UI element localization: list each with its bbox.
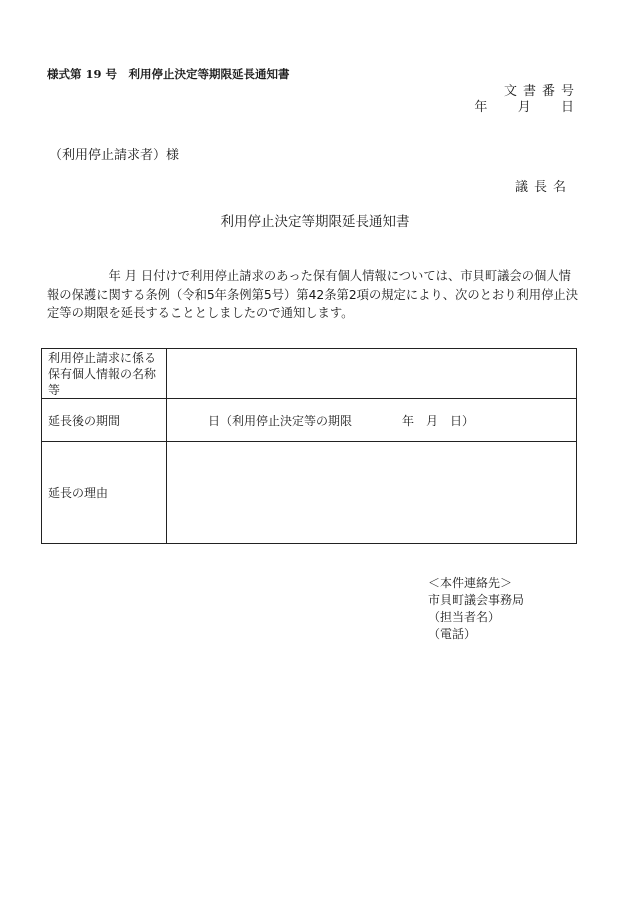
document-date [474, 96, 574, 115]
form-number: 様式第 19 号 利用停止決定等期限延長通知書 [47, 67, 290, 81]
date-day: 日 [560, 100, 574, 115]
contact-phone: （電話） [428, 627, 477, 641]
contact-block [428, 575, 524, 643]
date-year: 年 [474, 100, 488, 115]
table-row [42, 349, 577, 399]
extension-reason-label: 延長の理由 [42, 442, 167, 544]
extension-reason-value [167, 442, 577, 544]
contact-office: 市貝町議会事務局 [428, 593, 525, 607]
period-day-text: 日（利用停止決定等の期限 [208, 414, 353, 428]
contact-person: （担当者名） [428, 610, 501, 624]
deadline-date-text: 年 月 日） [402, 414, 475, 428]
document-title: 利用停止決定等期限延長通知書 [220, 214, 410, 230]
extended-period-value [167, 399, 577, 442]
document-number: 文書番号 [503, 84, 580, 99]
extended-period-label: 延長後の期間 [42, 399, 167, 442]
info-name-value [167, 349, 577, 399]
extension-details-table [41, 348, 577, 544]
table-row [42, 442, 577, 544]
table-row [42, 399, 577, 442]
contact-heading: ＜本件連絡先＞ [428, 576, 513, 590]
body-paragraph: 年 月 日付けで利用停止請求のあった保有個人情報については、市貝町議会の個人情報の保護に関する条例（令和5年条例第5号）第42条第2項の規定により、次のとおり利用停止決定等の期限を延長することとしましたので通知します。 [47, 269, 578, 320]
recipient: （利用停止請求者）様 [49, 148, 180, 163]
info-name-label: 利用停止請求に係る保有個人情報の名称等 [42, 349, 167, 399]
sender-chair-name: 議長名 [514, 180, 572, 195]
date-month: 月 [517, 100, 531, 115]
